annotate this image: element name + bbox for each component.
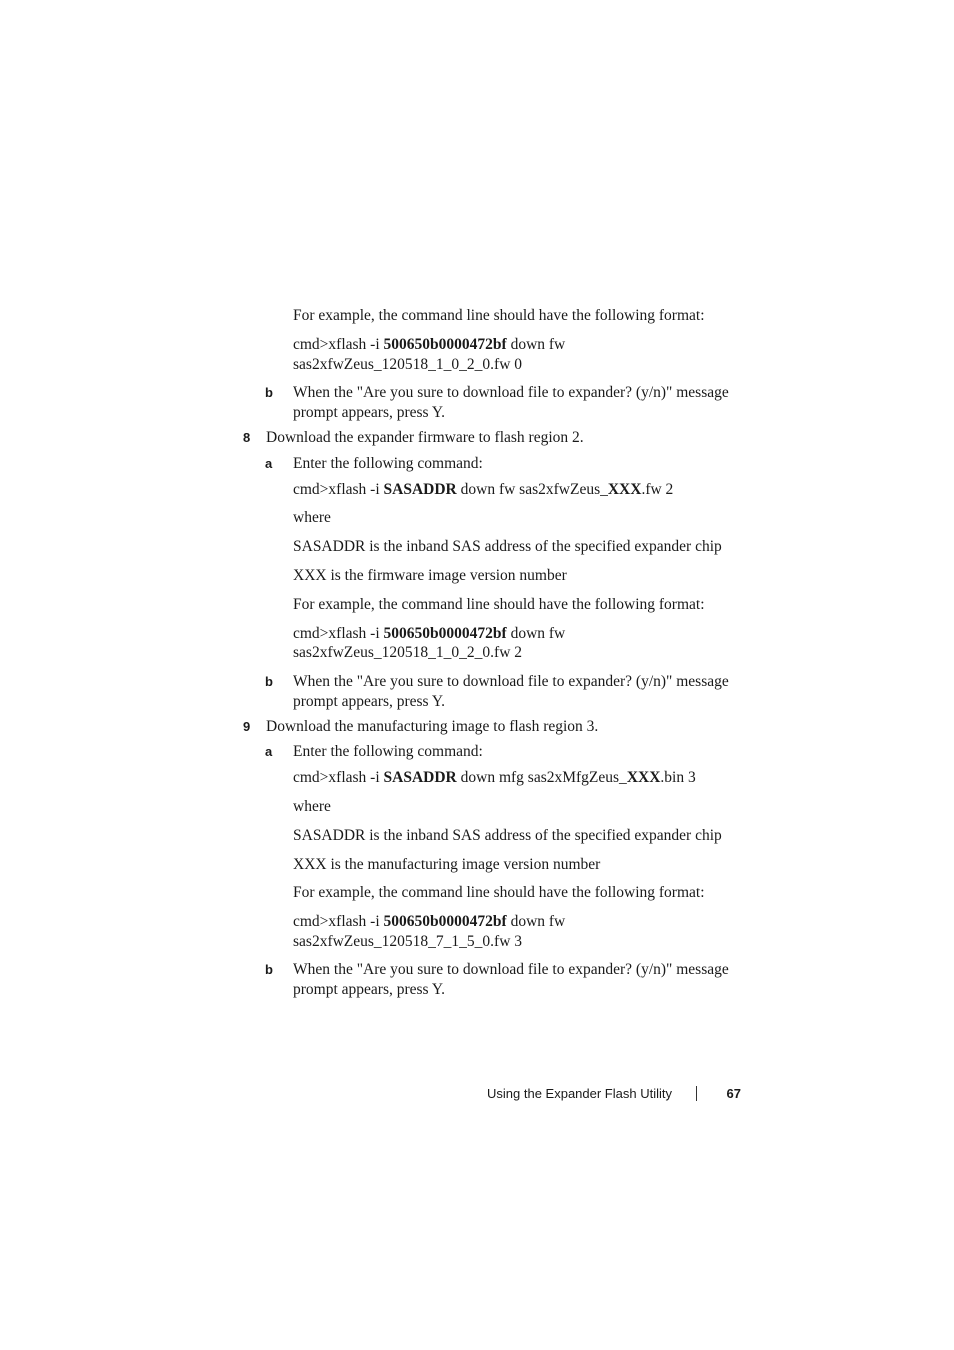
s8-example-command-line2: sas2xfwZeus_120518_1_0_2_0.fw 2 bbox=[293, 644, 523, 661]
cmd-xxx: XXX bbox=[607, 481, 642, 498]
footer-section-title: Using the Expander Flash Utility bbox=[487, 1086, 672, 1101]
s7-example-intro: For example, the command line should have the following format: bbox=[293, 307, 705, 324]
s8-substep-b-line1: When the "Are you sure to download file to expander? (y/n)" message bbox=[293, 673, 729, 690]
step-9-text: Download the manufacturing image to flash region 3. bbox=[266, 718, 599, 735]
cmd-prefix: cmd>xflash -i bbox=[293, 336, 384, 353]
s7-substep-b-line2: prompt appears, press Y. bbox=[293, 404, 445, 421]
sas-address: 500650b0000472bf bbox=[383, 625, 507, 642]
s9-where: where bbox=[293, 798, 331, 815]
s9-example-command-line2: sas2xfwZeus_120518_7_1_5_0.fw 3 bbox=[293, 933, 523, 950]
sas-address: 500650b0000472bf bbox=[383, 336, 507, 353]
cmd-suffix: .bin 3 bbox=[660, 769, 696, 786]
s9-substep-a-label: a bbox=[265, 744, 273, 759]
s7-substep-b-label: b bbox=[265, 385, 273, 400]
s9-substep-a-text: Enter the following command: bbox=[293, 743, 483, 760]
s9-substep-b-line2: prompt appears, press Y. bbox=[293, 981, 445, 998]
s8-substep-a-text: Enter the following command: bbox=[293, 455, 483, 472]
s9-substep-b-label: b bbox=[265, 962, 273, 977]
s8-command bbox=[293, 480, 673, 500]
s8-substep-b-line2: prompt appears, press Y. bbox=[293, 693, 445, 710]
step-9-number: 9 bbox=[243, 719, 251, 734]
s7-substep-b-line1: When the "Are you sure to download file to expander? (y/n)" message bbox=[293, 384, 729, 401]
s8-sasaddr-definition: SASADDR is the inband SAS address of the specified expander chip bbox=[293, 538, 722, 555]
page-number: 67 bbox=[726, 1086, 741, 1101]
cmd-prefix: cmd>xflash -i bbox=[293, 913, 384, 930]
s8-example-intro: For example, the command line should have the following format: bbox=[293, 596, 705, 613]
step-8-text: Download the expander firmware to flash region 2. bbox=[266, 429, 584, 446]
cmd-prefix: cmd>xflash -i bbox=[293, 481, 384, 498]
s9-command bbox=[293, 768, 696, 788]
cmd-xxx: XXX bbox=[626, 769, 661, 786]
cmd-suffix: down fw bbox=[506, 625, 566, 642]
s9-example-command bbox=[293, 912, 565, 932]
s9-xxx-definition: XXX is the manufacturing image version number bbox=[293, 856, 601, 873]
footer-separator bbox=[696, 1086, 697, 1101]
cmd-sasaddr: SASADDR bbox=[383, 481, 457, 498]
cmd-sasaddr: SASADDR bbox=[383, 769, 457, 786]
s9-substep-b-line1: When the "Are you sure to download file to expander? (y/n)" message bbox=[293, 961, 729, 978]
step-8-number: 8 bbox=[243, 430, 251, 445]
cmd-suffix: .fw 2 bbox=[641, 481, 674, 498]
s8-example-command bbox=[293, 624, 565, 644]
cmd-suffix: down fw bbox=[506, 913, 566, 930]
s7-example-command bbox=[293, 335, 565, 355]
s9-example-intro: For example, the command line should have the following format: bbox=[293, 884, 705, 901]
cmd-suffix: down fw bbox=[506, 336, 566, 353]
s8-substep-a-label: a bbox=[265, 456, 273, 471]
s8-substep-b-label: b bbox=[265, 674, 273, 689]
cmd-mid: down fw sas2xfwZeus_ bbox=[456, 481, 608, 498]
cmd-prefix: cmd>xflash -i bbox=[293, 625, 384, 642]
s8-xxx-definition: XXX is the firmware image version number bbox=[293, 567, 567, 584]
cmd-prefix: cmd>xflash -i bbox=[293, 769, 384, 786]
s9-sasaddr-definition: SASADDR is the inband SAS address of the specified expander chip bbox=[293, 827, 722, 844]
sas-address: 500650b0000472bf bbox=[383, 913, 507, 930]
s7-example-command-line2: sas2xfwZeus_120518_1_0_2_0.fw 0 bbox=[293, 356, 523, 373]
cmd-mid: down mfg sas2xMfgZeus_ bbox=[456, 769, 627, 786]
s8-where: where bbox=[293, 509, 331, 526]
